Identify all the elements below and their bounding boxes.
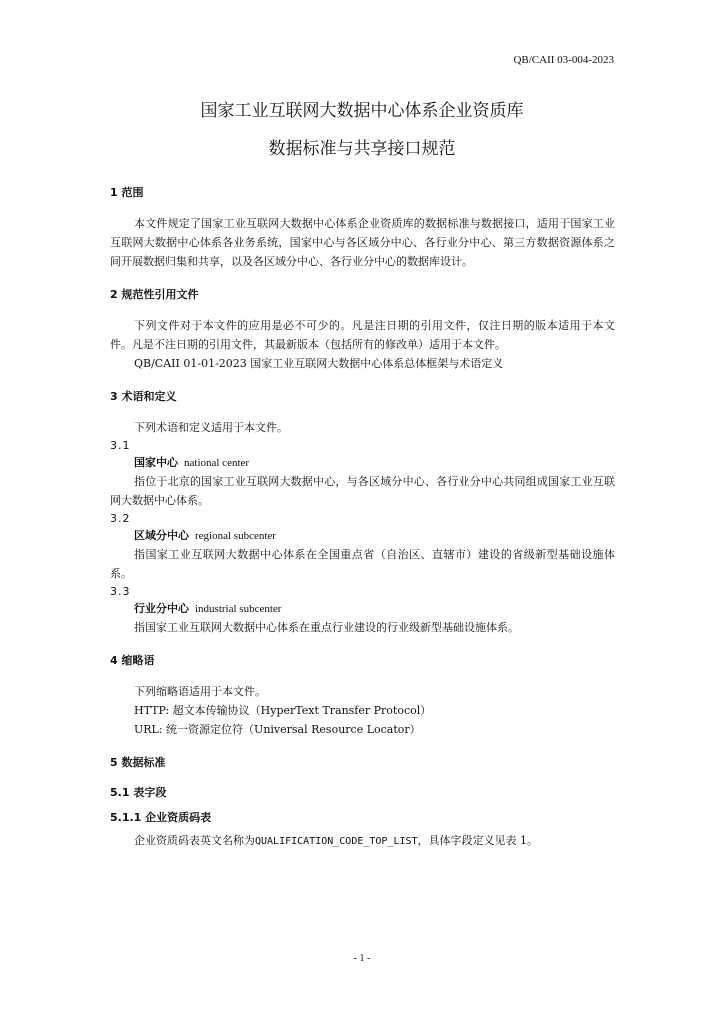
qualification-table-paragraph bbox=[110, 831, 615, 851]
subsection-heading-qualification-code-table: 5.1.1 企业资质码表 bbox=[110, 811, 212, 824]
paragraph-text: ，具体字段定义见表 1。 bbox=[417, 834, 539, 847]
normative-references-paragraph: 下列文件对于本文件的应用是必不可少的。凡是注日期的引用文件，仅注日期的版本适用于本文件。凡是不注日期的引用文件，其最新版本（包括所有的修改单）适用于本文件。 bbox=[110, 319, 615, 351]
term-entry bbox=[110, 583, 615, 637]
term-number: 3.3 bbox=[110, 585, 131, 598]
term-definition: 指国家工业互联网大数据中心体系在重点行业建设的行业级新型基础设施体系。 bbox=[134, 621, 519, 634]
term-english: national center bbox=[184, 457, 250, 469]
term-chinese: 区域分中心 bbox=[134, 529, 189, 542]
term-title bbox=[110, 600, 615, 618]
term-number: 3.1 bbox=[110, 439, 131, 452]
abbreviation-item: URL: 统一资源定位符（Universal Resource Locator） bbox=[134, 723, 421, 736]
term-chinese: 行业分中心 bbox=[134, 602, 189, 615]
section-heading-data-standard: 5 数据标准 bbox=[110, 756, 166, 769]
standard-code: QB/CAII 03-004-2023 bbox=[513, 54, 614, 66]
reference-item: QB/CAII 01-01-2023 国家工业互联网大数据中心体系总体框架与术语定义 bbox=[134, 357, 504, 370]
section-heading-abbreviations: 4 缩略语 bbox=[110, 654, 155, 667]
term-title bbox=[110, 454, 615, 472]
table-code-name: QUALIFICATION_CODE_TOP_LIST bbox=[255, 836, 418, 847]
document-body bbox=[110, 184, 615, 851]
term-definition: 指位于北京的国家工业互联网大数据中心，与各区域分中心、各行业分中心共同组成国家工业互联网大数据中心体系。 bbox=[110, 475, 615, 507]
scope-paragraph: 本文件规定了国家工业互联网大数据中心体系企业资质库的数据标准与数据接口，适用于国家工业互联网大数据中心体系各业务系统，国家中心与各区域分中心、各行业分中心、第三方数据资源体系之间开展数据归集和共享，以及各区域分中心、各行业分中心的数据库设计。 bbox=[110, 217, 615, 268]
section-heading-normative-references: 2 规范性引用文件 bbox=[110, 288, 199, 301]
document-title-line-1: 国家工业互联网大数据中心体系企业资质库 bbox=[200, 101, 524, 121]
section-heading-terms: 3 术语和定义 bbox=[110, 390, 177, 403]
terms-intro: 下列术语和定义适用于本文件。 bbox=[134, 421, 288, 434]
term-number: 3.2 bbox=[110, 512, 131, 525]
term-entry bbox=[110, 437, 615, 510]
paragraph-text: 企业资质码表英文名称为 bbox=[134, 834, 255, 847]
term-english: regional subcenter bbox=[195, 530, 276, 542]
abbreviations-intro: 下列缩略语适用于本文件。 bbox=[134, 685, 266, 698]
document-title-line-2: 数据标准与共享接口规范 bbox=[268, 139, 456, 159]
term-entry bbox=[110, 510, 615, 583]
page-number: - 1 - bbox=[353, 953, 371, 964]
term-title bbox=[110, 527, 615, 545]
term-definition: 指国家工业互联网大数据中心体系在全国重点省（自治区、直辖市）建设的省级新型基础设施体系。 bbox=[110, 548, 615, 580]
term-chinese: 国家中心 bbox=[134, 456, 178, 469]
abbreviation-item: HTTP: 超文本传输协议（HyperText Transfer Protocol） bbox=[134, 704, 432, 717]
section-heading-scope: 1 范围 bbox=[110, 186, 144, 199]
term-english: industrial subcenter bbox=[195, 603, 282, 615]
subsection-heading-table-fields: 5.1 表字段 bbox=[110, 786, 167, 799]
